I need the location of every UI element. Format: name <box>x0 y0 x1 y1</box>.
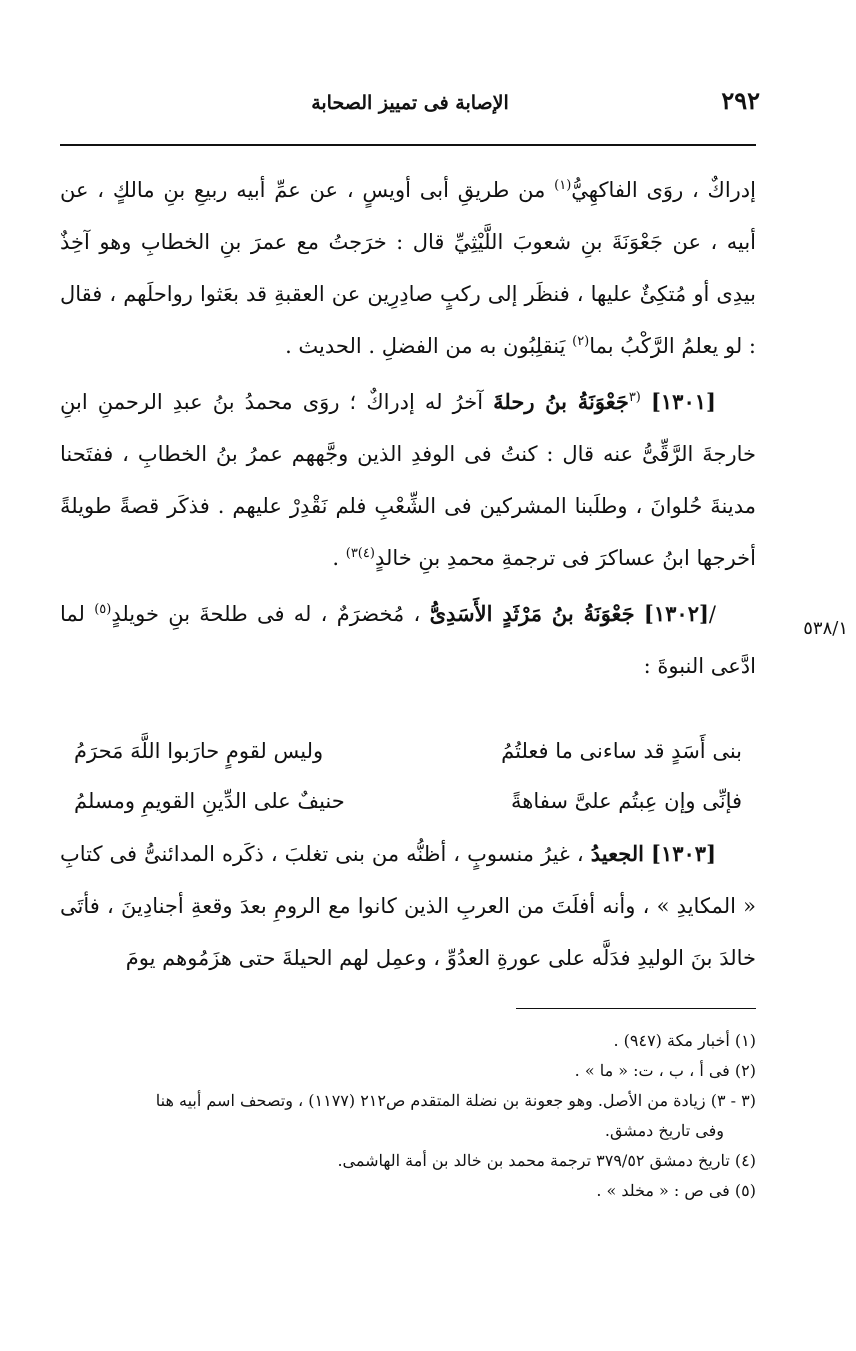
running-title: الإصابة فى تمييز الصحابة <box>311 92 509 114</box>
footnote-3: (٣ - ٣) زيادة من الأصل. وهو جعونة بن نضلة المتقدم ص٢١٢ (١١٧٧) ، وتصحف اسم أبيه هنا <box>155 1091 756 1110</box>
verse-second-hemistich: حنيفٌ على الدِّينِ القويمِ ومسلمُ <box>74 789 345 813</box>
poem <box>60 728 756 828</box>
paragraph-continuation: إدراكٌ ، روَى الفاكهِيُّ$^{(١)}$ من طريقِ أبى أويسٍ ، عن عمِّ أبيه ربيعِ بنِ مالكٍ ، عن أبيه ، عن جَعْوَنَةَ بنِ شعوبَ اللَّيْثِيِّ قال : خرَجتُ مع عمرَ بنِ الخطابِ وهو آخِذٌ بيدِى أو مُتكِئٌ عليها ، فنظَر إلى ركبٍ صادِرِين عن العقبةِ قد بعَثوا رواحلَهم ، فقال : لو يعلمُ الرَّكْبُ بما$^{(٢)}$ يَنقلِبُون به من الفضلِ . الحديث . <box>60 178 756 358</box>
verse-first-hemistich: فإنِّى وإن عِبتُم علىَّ سفاهةً <box>511 789 742 813</box>
footnote-2: (٢) فى أ ، ب ، ت: « ما » . <box>574 1061 756 1080</box>
header-rule <box>60 144 756 146</box>
entry-number: [١٣٠١] <box>650 389 716 414</box>
footnote-ref-2[interactable]: (٢) <box>572 334 590 349</box>
entry-name: جَعْوَنَةُ بنُ مَرْثَدٍ الأَسَدِىُّ <box>429 601 635 626</box>
footnote-ref-3[interactable]: (٣ <box>628 390 641 405</box>
footnotes <box>60 1026 756 1206</box>
entry-number: [١٣٠٣] <box>651 841 717 866</box>
entry-name: الجعيدُ <box>590 841 644 866</box>
page-number: ٢٩٢ <box>721 86 760 115</box>
margin-page-reference: ٥٣٨/١ <box>803 618 848 639</box>
footnote-ref-1[interactable]: (١) <box>554 178 572 193</box>
page-break-slash: / <box>708 602 716 626</box>
entry-1301: [١٣٠١] $^{(٣}$جَعْوَنَةُ بنُ رحلةَ آخرُ له إدراكٌ ؛ روَى محمدُ بنُ عبدِ الرحمنِ ابنِ خارجةَ الرَّقِّىُّ عنه قال : كنتُ فى الوفدِ الذين وجَّههم عمرُ بنُ الخطابِ ، ففتَحنا مدينةَ حُلوانَ ، وطلَبنا المشركين فى الشِّعْبِ فلم نَقْدِرْ عليهم . فذكَر قصةً طويلةً أخرجها ابنُ عساكرَ فى ترجمةِ محمدِ بنِ خالدٍ$^{(٤)٣)}$ . <box>60 389 756 570</box>
main-text-continued <box>60 828 756 984</box>
entry-name: جَعْوَنَةُ بنُ رحلةَ <box>493 389 629 414</box>
main-text <box>60 164 756 692</box>
verse-second-hemistich: وليس لقومٍ حارَبوا اللَّهَ مَحرَمُ <box>74 739 324 763</box>
verse-first-hemistich: بنى أَسَدٍ قد ساءنى ما فعلتُمُ <box>501 739 742 763</box>
footnote-4: (٤) تاريخ دمشق ٣٧٩/٥٢ ترجمة محمد بن خالد بن أمة الهاشمى. <box>337 1151 756 1170</box>
footnote-3-continued: وفى تاريخ دمشق. <box>604 1121 724 1140</box>
footnote-ref-4[interactable]: (٤)٣) <box>345 546 375 561</box>
footnote-ref-5[interactable]: (٥) <box>94 602 112 617</box>
entry-1303: [١٣٠٣] الجعيدُ ، غيرُ منسوبٍ ، أظنُّه من بنى تغلبَ ، ذكَره المدائنىُّ فى كتابِ « المكايدِ » ، وأنه أفلَتَ من العربِ الذين كانوا مع الرومِ بعدَ وقعةِ أجنادِينَ ، فأتَى خالدَ بنَ الوليدِ فدَلَّه على عورةِ العدُوِّ ، وعمِل لهم الحيلةَ حتى هزَمُوهم يومَ <box>60 841 756 970</box>
footnote-5: (٥) فى ص : « مخلد » . <box>596 1181 756 1200</box>
entry-1302: /[١٣٠٢] جَعْوَنَةُ بنُ مَرْثَدٍ الأَسَدِىُّ ، مُخضرَمٌ ، له فى طلحةَ بنِ خويلدٍ$^{(٥)}$ لما ادَّعى النبوةَ : <box>60 601 756 678</box>
verse <box>60 728 756 778</box>
footnote-rule <box>516 1008 756 1009</box>
page-header <box>60 86 760 126</box>
footnote-1: (١) أخبار مكة (٩٤٧) . <box>613 1031 756 1050</box>
verse <box>60 778 756 828</box>
entry-number: [١٣٠٢] <box>643 601 709 626</box>
